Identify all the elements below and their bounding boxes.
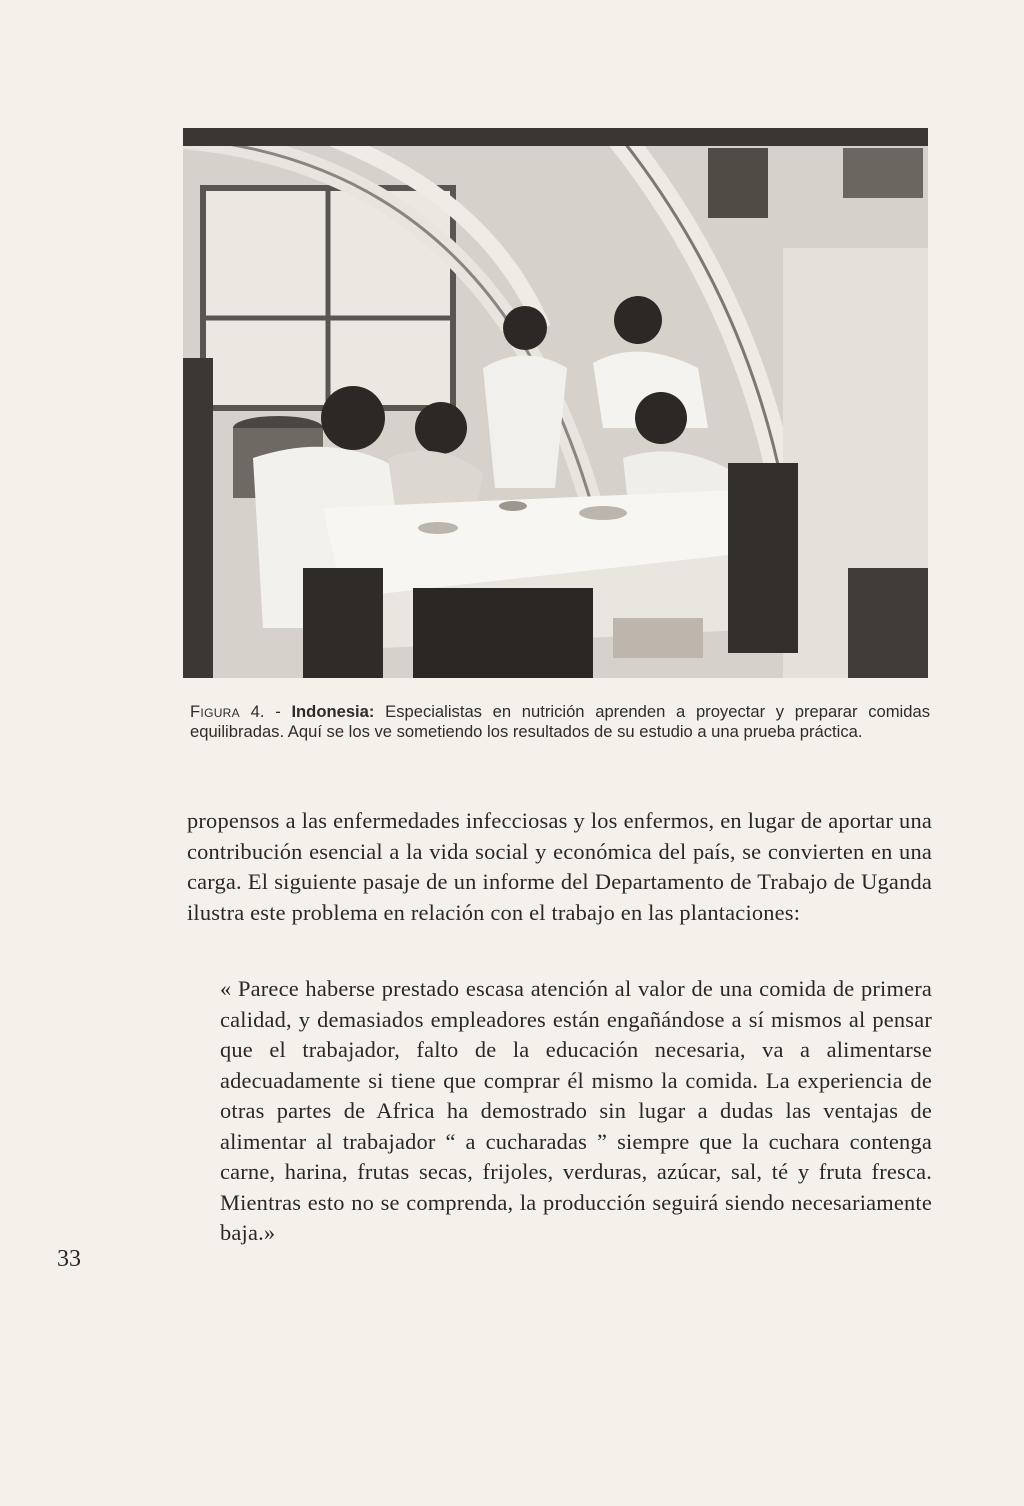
figure-photo xyxy=(183,128,928,678)
figure-label: Figura xyxy=(190,702,240,721)
body-paragraph: propensos a las enfermedades infecciosas y los enfermos, en lugar de aportar una contribución esencial a la vida social y económica del país, se convierten en una carga. El siguiente pasaje de un informe del Departamento de Trabajo de Uganda ilustra este problema en relación con el trabajo en las plantaciones: xyxy=(187,808,932,925)
block-quote: « Parece haberse prestado escasa atención al valor de una comida de primera calidad, y demasiados empleadores están engañándose a sí mismos al pensar que el trabajador, falto de la educación necesaria, va a alimentarse adecuadamente si tiene que comprar él mismo la comida. La experiencia de otras partes de Africa ha demostrado sin lugar a dudas las ventajas de alimentar al trabajador “ a cucharadas ” siempre que la cuchara contenga carne, harina, frutas secas, frijoles, verduras, azúcar, sal, té y fruta fresca. Mientras esto no se comprenda, la producción seguirá siendo necesariamente baja.» xyxy=(220,976,932,1245)
page-number: 33 xyxy=(57,1246,81,1272)
figure-number: 4. xyxy=(250,702,265,721)
figure-country: Indonesia xyxy=(291,702,369,721)
figure-separator: - xyxy=(275,702,281,721)
figure-colon: : xyxy=(368,702,375,721)
figure-caption xyxy=(190,702,930,742)
figure-caption-text: Especialistas en nutrición aprenden a proyectar y preparar comidas equilibradas. Aquí se los ve sometiendo los resultados de su estudio a una prueba práctica. xyxy=(190,702,930,741)
